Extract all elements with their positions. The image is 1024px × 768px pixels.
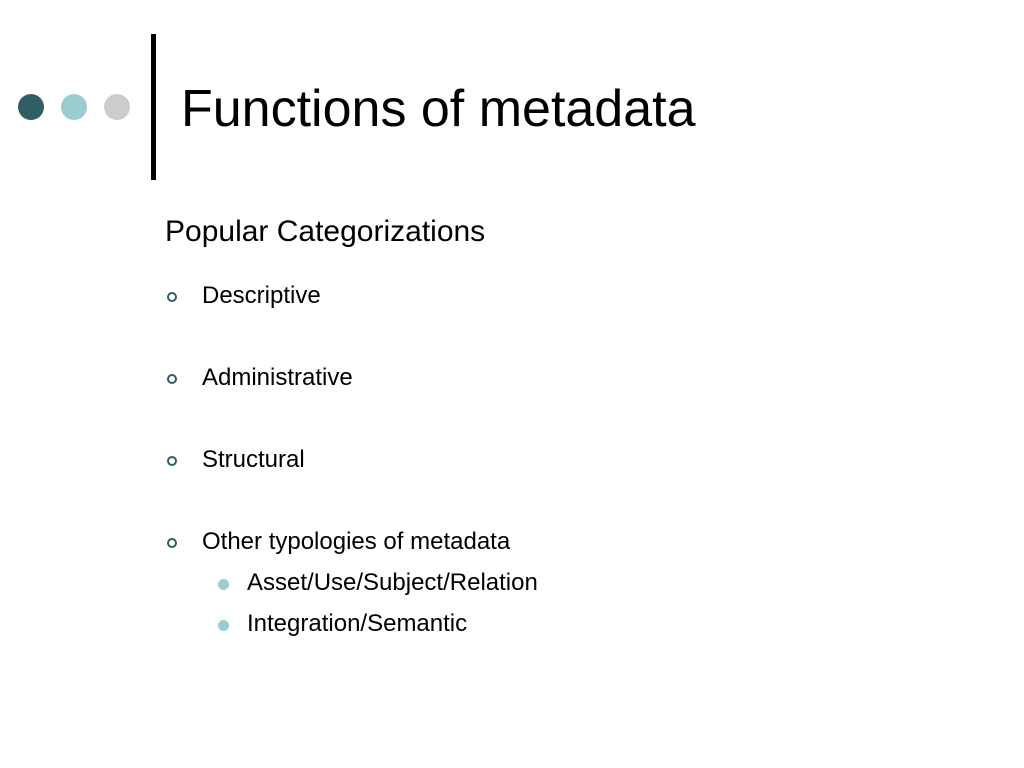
title-divider-line — [151, 34, 156, 180]
ring-bullet-icon — [167, 292, 177, 302]
dot-bullet-icon — [218, 579, 229, 590]
ring-bullet-icon — [167, 374, 177, 384]
decorative-dot-dark — [18, 94, 44, 120]
decorative-dot-gray — [104, 94, 130, 120]
sub-list-item-label: Integration/Semantic — [247, 610, 468, 637]
list-item-label: Descriptive — [202, 282, 321, 309]
dot-bullet-icon — [218, 620, 229, 631]
ring-bullet-icon — [167, 538, 177, 548]
ring-bullet-icon — [167, 456, 177, 466]
list-item-label: Administrative — [202, 364, 353, 391]
slide-subheading: Popular Categorizations — [165, 215, 486, 248]
list-item-label: Structural — [202, 446, 305, 473]
decorative-dot-light — [61, 94, 87, 120]
sub-list-item-label: Asset/Use/Subject/Relation — [247, 569, 538, 596]
list-item-label: Other typologies of metadata — [202, 528, 511, 555]
slide-title: Functions of metadata — [181, 80, 696, 138]
